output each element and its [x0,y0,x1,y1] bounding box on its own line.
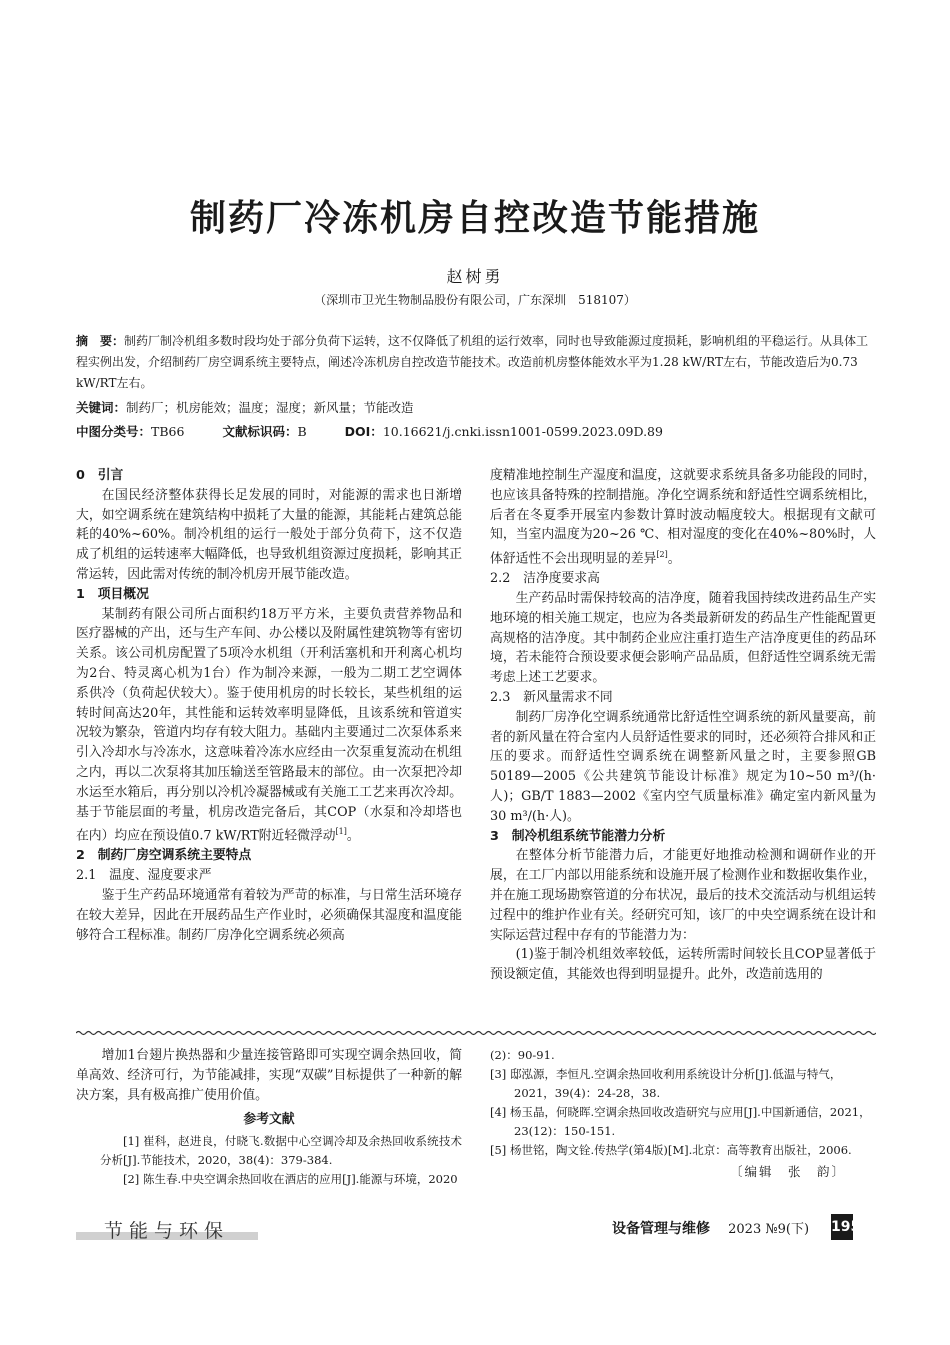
abstract [76,331,876,394]
paragraph-intro: 在国民经济整体获得长足发展的同时，对能源的需求也日渐增大，如空调系统在建筑结构中损耗了大量的能源，其能耗占建筑总能耗的40%~60%。制冷机组的运行一般处于部分负荷下，这不仅造成了机组的运转速率大幅降低，也导致机组资源过度损耗，影响其正常运转，因此需对传统的制冷机房开展节能改造。 [76,487,462,582]
editor-note: 〔编辑 张 韵〕 [729,1164,846,1179]
paragraph-conclusion-end: 增加1台翅片换热器和少量连接管路即可实现空调余热回收，简单高效、经济可行，为节能减排，实现“双碳”目标提供了一种新的解决方案，具有极高推广使用价值。 [76,1048,462,1103]
footer-journal-info [612,1218,809,1238]
clc-label: 中图分类号： [76,424,152,439]
subsection-heading-2-3: 2.3 新风量需求不同 [490,690,613,706]
clc-value: TB66 [151,424,185,439]
left-column [76,466,462,945]
paragraph-2-1: 鉴于生产药品环境通常有着较为严苛的标准，与日常生活环境存在较大差异，因此在开展药品生产作业时，必须确保其湿度和温度能够符合工程标准。制药厂房净化空调系统必须高 [76,888,462,943]
section-heading-potential: 3 制冷机组系统节能潜力分析 [490,828,666,844]
reference-2-cont: (2)：90-91. [490,1048,555,1062]
paragraph-overview [76,605,462,847]
reference-1: [1] 崔科，赵进良，付晓飞.数据中心空调冷却及余热回收系统技术分析[J].节能技术，2020，38(4)：379-384. [100,1134,462,1167]
doc-code-value: B [297,424,307,439]
subsection-heading-2-2: 2.2 洁净度要求高 [490,571,600,587]
citation-2: [2] [656,550,668,560]
paragraph-overview-text: 某制药有限公司所占面积约18万平方米，主要负责营养物品和医疗器械的产出，还与生产车间、办公楼以及附属性建筑物等有密切关系。该公司机房配置了5项冷水机组（开利活塞机和开利离心机均为2台、特灵离心机为1台）作为制冷来源，一般为二期工艺空调体系供冷（负荷起伏较大）。鉴于使用机房的时长较长，某些机组的运转时间高达20年，其性能和运转效率明显降低，且该系统和管道实况较为繁杂，管道内均存有较大阻力。基础内主要通过二次泵体系来引入冷却水与冷冻水，这意味着冷冻水应经由一次泵重复流动在机组之内，再以二次泵将其加压输送至管路最末的部位。由一次泵把冷却水运至水箱后，再分别以冷机冷凝器械或有关施工工艺来再次冷却。基于节能层面的考量，机房改造完备后，其COP（水泵和冷却塔也在内）均应在预设值0.7 kW/RT附近轻微浮动 [76,606,462,844]
reference-5: [5] 杨世铭，陶文铨.传热学(第4版)[M].北京：高等教育出版社，2006. [490,1143,852,1157]
affiliation: （深圳市卫光生物制品股份有限公司，广东深圳 518107） [314,293,636,307]
paragraph-3-1: (1)鉴于制冷机组效率较低，运转所需时间较长且COP显著低于预设额定值，其能效也得到明显提升。此外，改造前选用的 [490,947,876,983]
keywords [76,398,876,416]
wavy-separator [76,1028,876,1038]
paragraph-2-1-cont [490,466,876,569]
reference-2: [2] 陈生春.中央空调余热回收在酒店的应用[J].能源与环境，2020 [123,1172,458,1186]
reference-4: [4] 杨玉晶，何晓晖.空调余热回收改造研究与应用[J].中国新通信，2021，23(12)：150-151. [490,1105,871,1138]
subsection-heading-2-1: 2.1 温度、湿度要求严 [76,868,212,884]
classification-line [76,422,876,440]
abstract-text: 制药厂制冷机组多数时段均处于部分负荷下运转，这不仅降低了机组的运行效率，同时也导致能源过度损耗，影响机组的平稳运行。从具体工程实例出发，介绍制药厂房空调系统主要特点，阐述冷冻机房自控改造节能技术。改造前机房整体能效水平为1.28 kW/RT左右，节能改造后为0.73 kW/RT左右。 [76,334,869,390]
doi-value: 10.16621/j.cnki.issn1001-0599.2023.09D.89 [382,424,663,439]
section-heading-features: 2 制药厂房空调系统主要特点 [76,848,252,864]
paragraph-2-3: 制药厂房净化空调系统通常比舒适性空调系统的新风量要高，前者的新风量在符合室内人员舒适性要求的同时，还必须符合排风和正压的要求。而舒适性空调系统在调整新风量之时，主要参照GB 50189—2005《公共建筑节能设计标准》规定为10~50 m³/(h·人)；GB/T 1883—2002《室内空气质量标准》确定室内新风量为30 m³/(h·人)。 [490,709,876,824]
footer-issue: 2023 №9(下) [728,1222,810,1237]
section-heading-intro: 0 引言 [76,468,124,483]
paragraph-3: 在整体分析节能潜力后，才能更好地推动检测和调研作业的开展，在工厂内部以用能系统和设施开展了检测作业和数据收集作业，并在施工现场勘察管道的分布状况，最后的技术交流活动与机组运转过程中的维护作业有关。经研究可知，该厂的中央空调系统在设计和实际运营过程中存有的节能潜力为： [490,848,876,943]
paragraph-2-2: 生产药品时需保持较高的洁净度，随着我国持续改进药品生产实地环境的相关施工规定，也应为各类最新研发的药品生产性能配置更高规格的洁净度。其中制药企业应注重打造生产洁净度更佳的药品环境，若未能符合预设要求便会影响产品品质，但舒适性空调系统无需考虑上述工艺要求。 [490,591,876,686]
lower-right-column [490,1046,876,1180]
doc-code-label: 文献标识码： [222,424,298,439]
reference-3: [3] 邸泓源，李恒凡.空调余热回收利用系统设计分析[J].低温与特气，2021，39(4)：24-28，38. [490,1067,842,1100]
abstract-label: 摘 要： [76,334,125,348]
footer-section-banner [76,1216,258,1242]
lower-left-column [76,1046,462,1189]
paragraph-2-1-cont-text: 度精准地控制生产湿度和温度，这就要求系统具备多功能段的同时，也应该具备特殊的控制措施。净化空调系统和舒适性空调系统相比，后者在冬夏季开展室内参数计算时波动幅度较大。根据现有文献可知，当室内温度为20~26 ℃、相对湿度的变化在40%~80%时，人体舒适性不会出现明显的差异 [490,468,876,567]
right-column [490,466,876,985]
author: 赵树勇 [446,267,504,286]
footer-section-title: 节能与环保 [104,1220,230,1242]
paragraph-overview-end: 。 [346,828,360,844]
footer-magazine-name: 设备管理与维修 [612,1221,710,1237]
paragraph-2-1-cont-end: 。 [667,551,681,567]
keywords-label: 关键词： [76,400,127,415]
keywords-text: 制药厂；机房能效；温度；湿度；新风量；节能改造 [126,400,414,415]
page-number: 195 [831,1214,853,1240]
citation-1: [1] [335,827,347,837]
doi-label: DOI： [344,424,383,439]
page-title: 制药厂冷冻机房自控改造节能措施 [189,198,760,239]
references-heading: 参考文献 [243,1112,295,1127]
section-heading-overview: 1 项目概况 [76,586,149,602]
